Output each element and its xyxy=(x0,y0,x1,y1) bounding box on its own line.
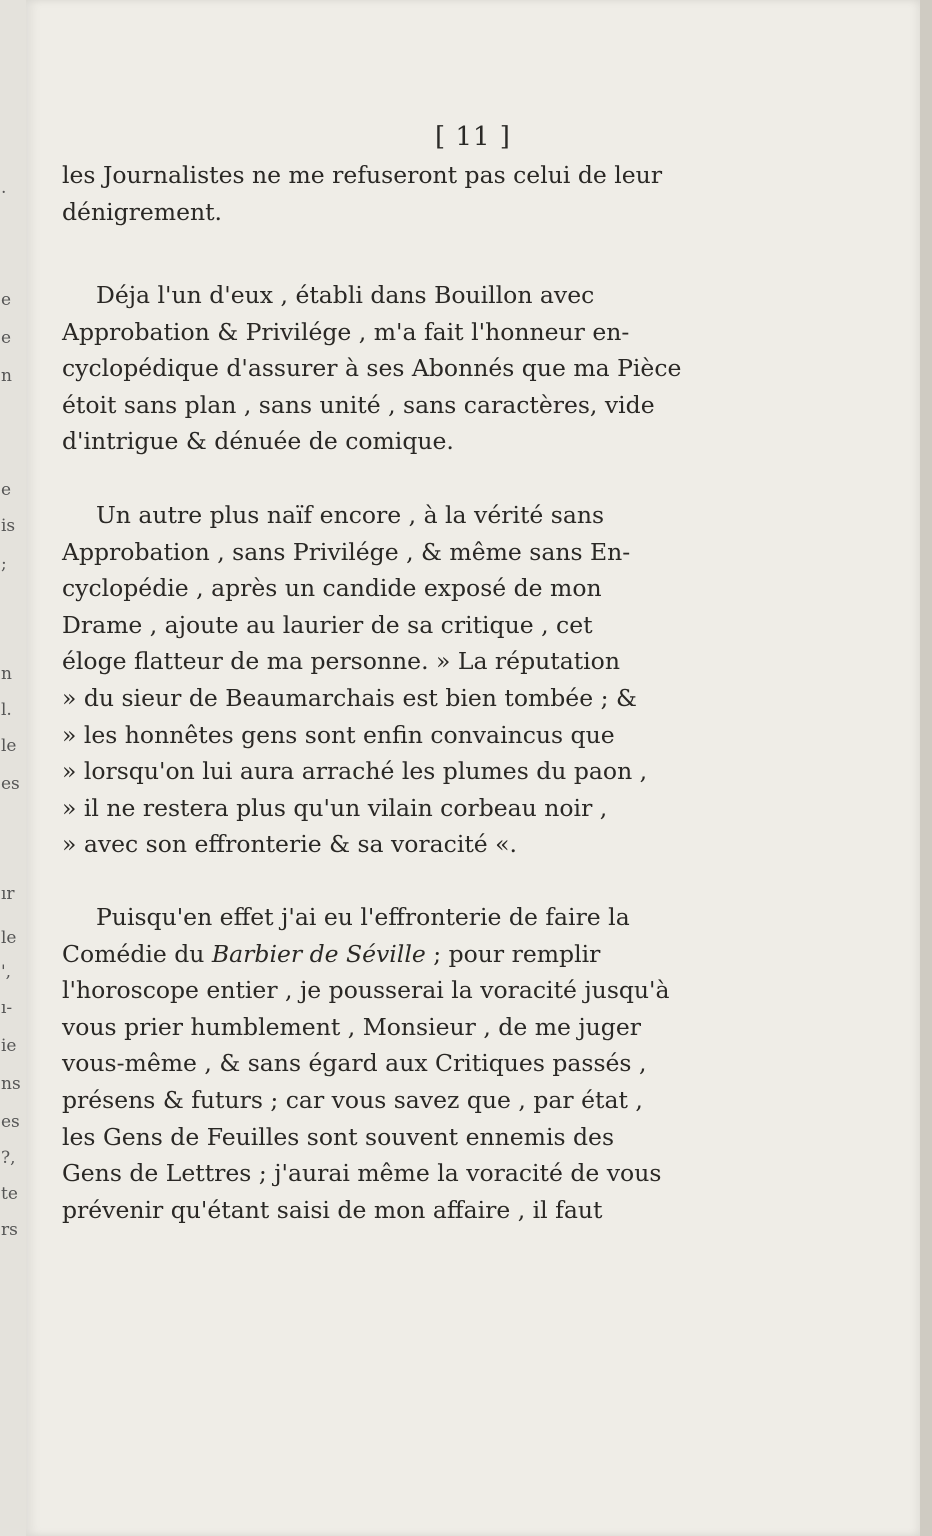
text-line: Puisqu'en effet j'ai eu l'effronterie de faire la xyxy=(96,903,630,931)
facing-page-fragment: n xyxy=(1,664,12,684)
facing-page-fragment: e xyxy=(1,328,12,348)
quoted-line: » avec son effronterie & sa voracité «. xyxy=(62,830,518,859)
facing-page-fragment: ', xyxy=(1,962,12,982)
facing-page-edge xyxy=(0,0,27,1536)
text-line: cyclopédie , après un candide exposé de mon xyxy=(62,574,602,603)
play-title: Barbier de Séville xyxy=(211,939,426,968)
text-line: les Gens de Feuilles sont souvent ennemis des xyxy=(62,1122,615,1151)
text-line: Comédie du xyxy=(62,939,212,968)
facing-page-fragment: n xyxy=(1,366,12,386)
page-right-edge xyxy=(920,0,932,1536)
facing-page-fragment: le xyxy=(1,928,17,948)
text-line: dénigrement. xyxy=(62,197,223,226)
book-page xyxy=(26,0,920,1536)
text-line: Un autre plus naïf encore , à la vérité sans xyxy=(96,501,605,529)
facing-page-fragment: ır xyxy=(1,884,15,904)
page-number: [ 11 ] xyxy=(435,122,511,152)
facing-page-fragment: ns xyxy=(1,1074,21,1094)
facing-page-fragment: rs xyxy=(1,1220,18,1240)
text-line: Approbation & Privilége , m'a fait l'honneur en- xyxy=(62,317,630,346)
facing-page-fragment: ?, xyxy=(1,1148,16,1168)
text-line: l'horoscope entier , je pousserai la voracité jusqu'à xyxy=(62,976,670,1005)
quoted-line: » les honnêtes gens sont enfin convaincus que xyxy=(62,720,615,749)
facing-page-fragment: ı- xyxy=(1,998,13,1018)
text-line: étoit sans plan , sans unité , sans caractères, vide xyxy=(62,390,655,419)
paragraph-3 xyxy=(62,497,686,863)
facing-page-fragment: ; xyxy=(1,554,7,574)
text-line: éloge flatteur de ma personne. » La réputation xyxy=(62,647,620,676)
text-line: Gens de Lettres ; j'aurai même la voracité de vous xyxy=(62,1159,662,1188)
paragraph-4 xyxy=(62,899,686,1228)
quoted-line: » il ne restera plus qu'un vilain corbeau noir , xyxy=(62,793,608,822)
facing-page-fragment: es xyxy=(1,774,20,794)
facing-page-fragment: is xyxy=(1,516,16,536)
text-line: vous prier humblement , Monsieur , de me juger xyxy=(62,1012,641,1041)
quoted-line: » du sieur de Beaumarchais est bien tombée ; & xyxy=(62,683,637,712)
text-line: ; pour remplir xyxy=(425,939,601,968)
paragraph-2 xyxy=(62,277,686,460)
facing-page-fragment: es xyxy=(1,1112,20,1132)
paragraph-1 xyxy=(62,157,686,230)
text-line: Déja l'un d'eux , établi dans Bouillon avec xyxy=(96,281,595,309)
facing-page-fragment: ie xyxy=(1,1036,17,1056)
facing-page-fragment: le xyxy=(1,736,17,756)
facing-page-fragment: e xyxy=(1,290,12,310)
text-line: vous-même , & sans égard aux Critiques passés , xyxy=(62,1049,647,1078)
text-line: Drame , ajoute au laurier de sa critique , cet xyxy=(62,610,593,639)
text-line: les Journalistes ne me refuseront pas celui de leur xyxy=(62,161,663,189)
text-line: prévenir qu'étant saisi de mon affaire , il faut xyxy=(62,1195,603,1224)
facing-page-fragment: te xyxy=(1,1184,18,1204)
text-line: Approbation , sans Privilége , & même sans En- xyxy=(62,537,631,566)
text-line: cyclopédique d'assurer à ses Abonnés que ma Pièce xyxy=(62,354,682,383)
facing-page-fragment: e xyxy=(1,480,12,500)
facing-page-fragment: l. xyxy=(1,700,12,720)
facing-page-fragment: . xyxy=(1,178,7,198)
quoted-line: » lorsqu'on lui aura arraché les plumes du paon , xyxy=(62,757,648,786)
text-line: présens & futurs ; car vous savez que , par état , xyxy=(62,1085,643,1114)
text-line: d'intrigue & dénuée de comique. xyxy=(62,427,454,456)
